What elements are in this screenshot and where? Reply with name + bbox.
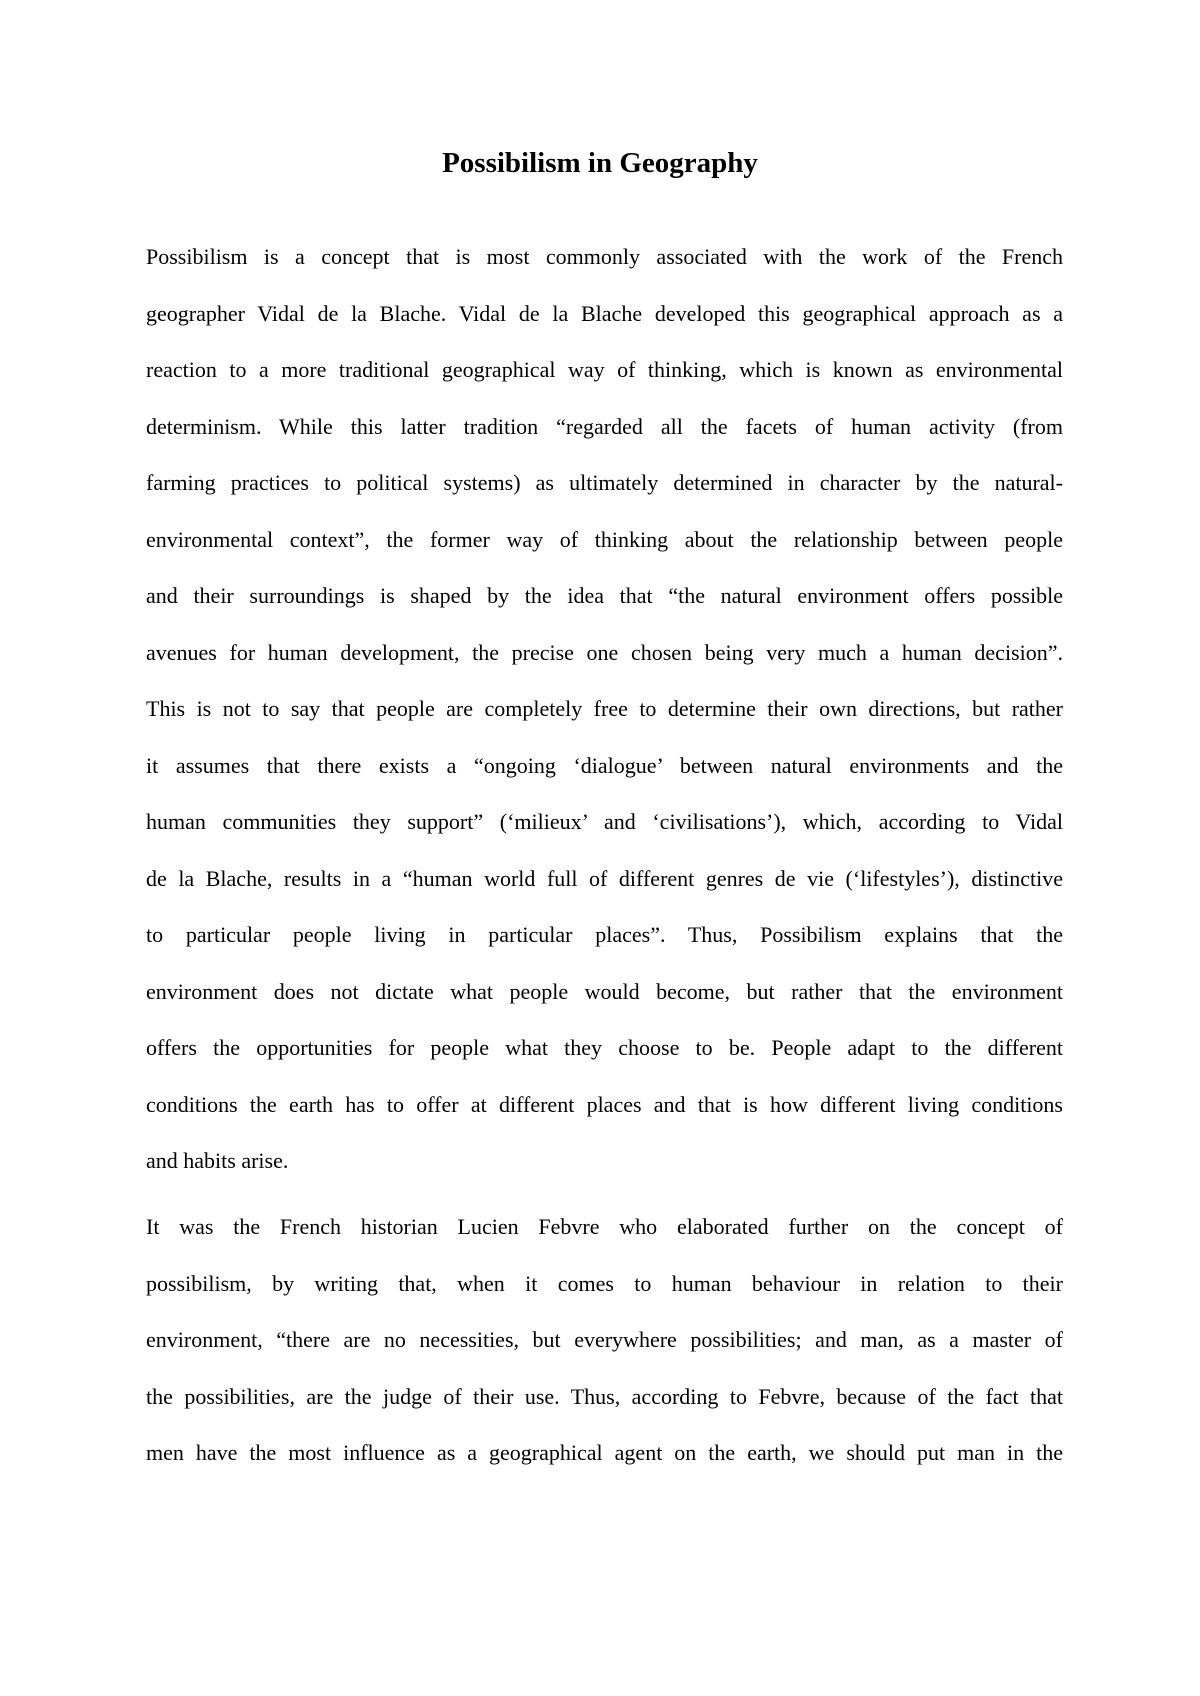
text-line: and their surroundings is shaped by the idea that “the natural environment offers possible — [146, 583, 1063, 608]
text-line: and habits arise. — [146, 1148, 289, 1173]
text-line: conditions the earth has to offer at different places and that is how different living conditions — [146, 1091, 1063, 1117]
text-line: to particular people living in particular places”. Thus, Possibilism explains that the — [146, 922, 1063, 947]
text-line: reaction to a more traditional geographical way of thinking, which is known as environmental — [146, 357, 1063, 382]
text-line: possibilism, by writing that, when it comes to human behaviour in relation to their — [146, 1270, 1063, 1296]
text-line: avenues for human development, the precise one chosen being very much a human decision”. — [146, 639, 1063, 665]
text-line: the possibilities, are the judge of their use. Thus, according to Febvre, because of the fact that — [146, 1383, 1063, 1409]
text-line: farming practices to political systems) as ultimately determined in character by the natural- — [146, 470, 1063, 495]
paragraph-2 — [146, 1199, 1063, 1482]
text-line: Possibilism is a concept that is most commonly associated with the work of the French — [146, 244, 1063, 269]
text-line: de la Blache, results in a “human world full of different genres de vie (‘lifestyles’), distinctive — [146, 865, 1063, 891]
text-line: it assumes that there exists a “ongoing ‘dialogue’ between natural environments and the — [146, 752, 1063, 778]
text-line: It was the French historian Lucien Febvre who elaborated further on the concept of — [146, 1214, 1063, 1239]
text-line: This is not to say that people are completely free to determine their own directions, but rather — [146, 696, 1063, 721]
text-line: men have the most influence as a geographical agent on the earth, we should put man in the — [146, 1440, 1063, 1465]
paragraph-1 — [146, 229, 1063, 1190]
text-line: geographer Vidal de la Blache. Vidal de la Blache developed this geographical approach as a — [146, 300, 1063, 326]
text-line: environment does not dictate what people would become, but rather that the environment — [146, 978, 1063, 1004]
page-title: Possibilism in Geography — [442, 147, 758, 179]
text-line: human communities they support” (‘milieux’ and ‘civilisations’), which, according to Vidal — [146, 809, 1063, 834]
text-line: offers the opportunities for people what they choose to be. People adapt to the different — [146, 1035, 1063, 1060]
text-line: environmental context”, the former way of thinking about the relationship between people — [146, 526, 1063, 552]
text-line: determinism. While this latter tradition “regarded all the facets of human activity (from — [146, 413, 1063, 439]
text-line: environment, “there are no necessities, but everywhere possibilities; and man, as a master of — [146, 1327, 1063, 1352]
